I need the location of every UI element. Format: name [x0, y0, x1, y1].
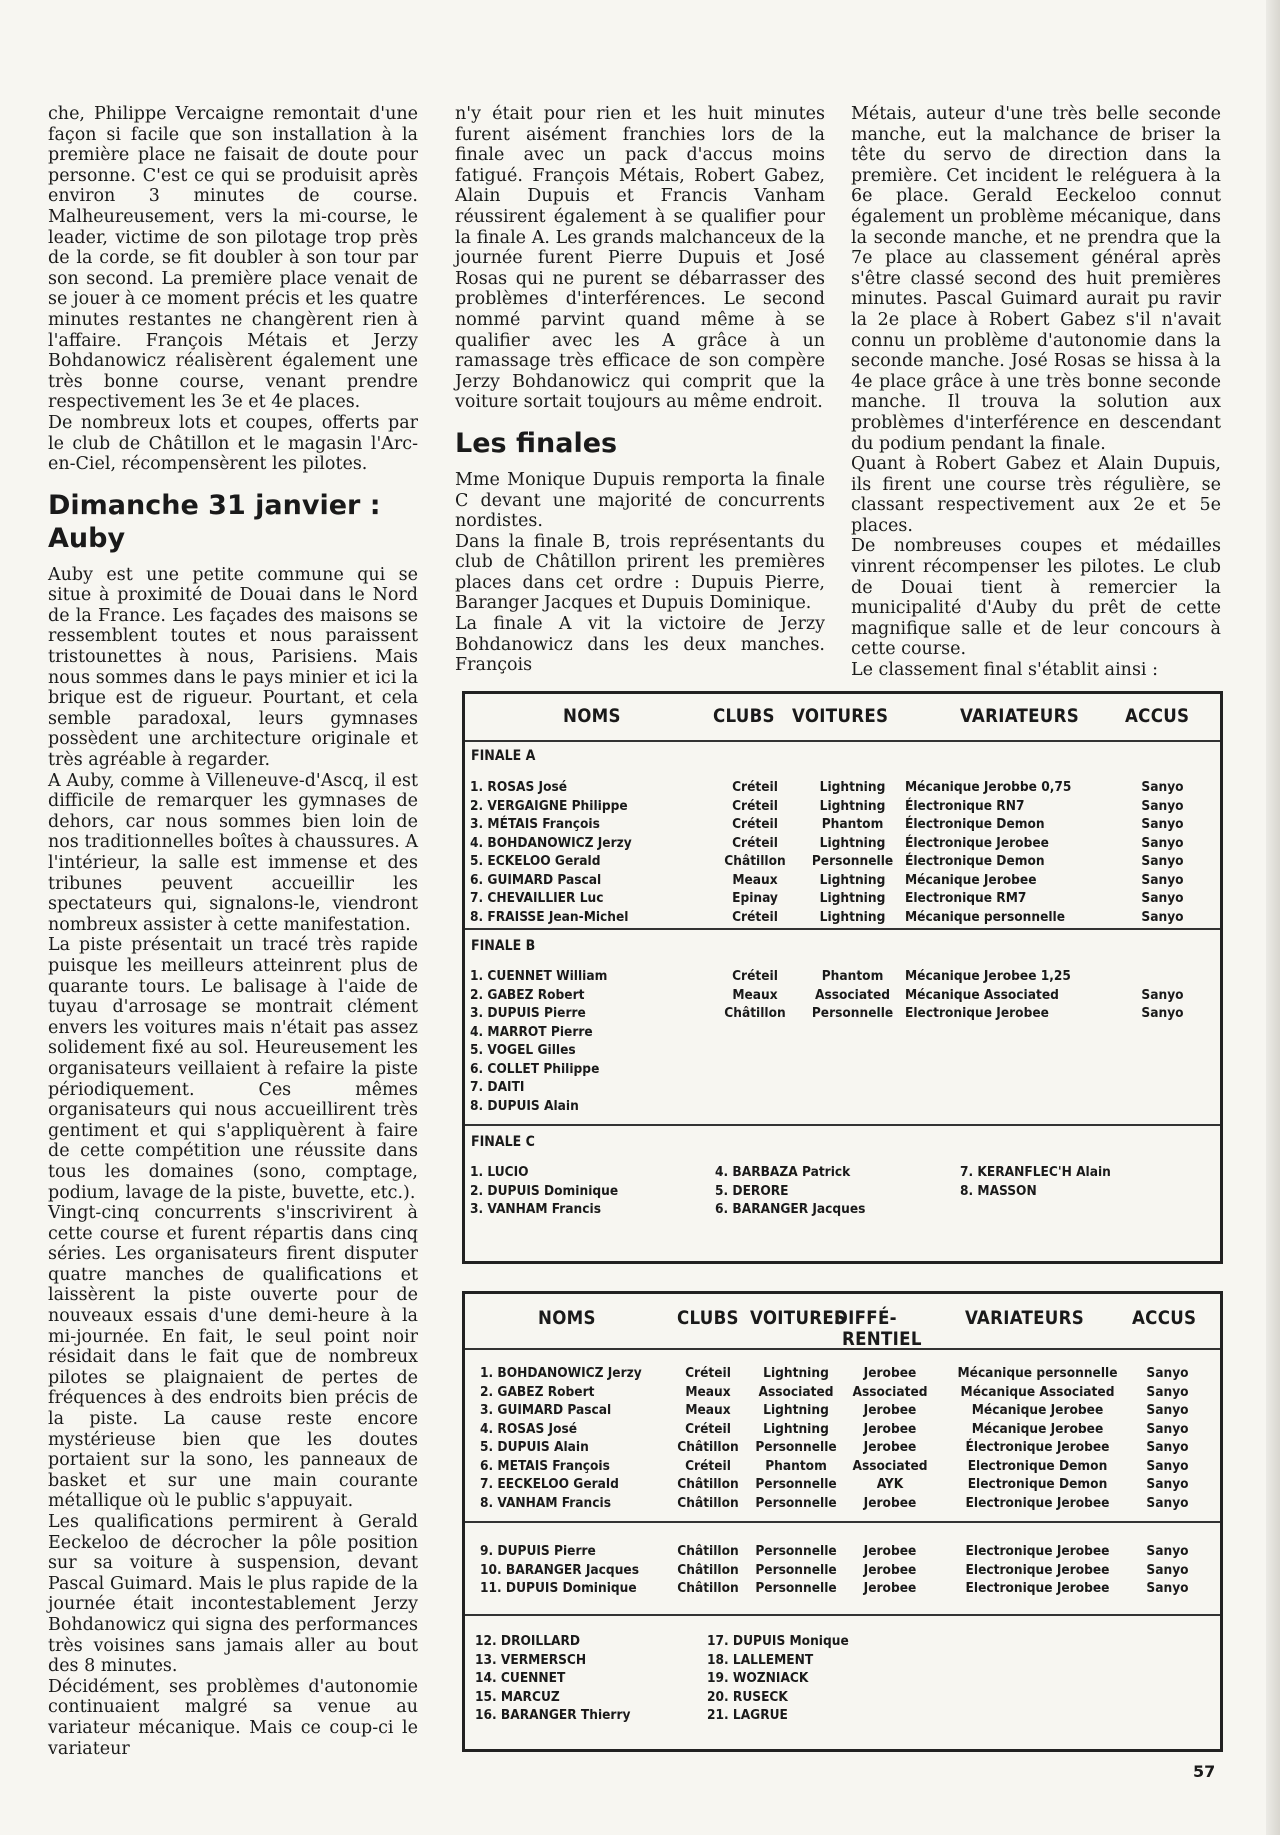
- cell-name: 2. GABEZ Robert: [470, 986, 585, 1003]
- cell-car: Personnelle: [755, 1543, 837, 1559]
- table-row: [465, 816, 1220, 835]
- table-row: [465, 1061, 1220, 1080]
- cell-differentiel: Jerobee: [863, 1580, 917, 1596]
- list-item: 21. LAGRUE: [707, 1707, 788, 1723]
- cell-name: 8. DUPUIS Alain: [470, 1097, 579, 1114]
- cell-accus: Sanyo: [1146, 1383, 1189, 1400]
- cell-differentiel: Jerobee: [863, 1543, 917, 1559]
- table-row: [465, 968, 1220, 987]
- cell-club: Meaux: [685, 1383, 731, 1400]
- cell-car: Personnelle: [755, 1439, 837, 1455]
- page-number: 57: [1193, 1762, 1216, 1781]
- cell-name: 8. FRAISSE Jean-Michel: [470, 908, 629, 925]
- cell-variateur: Electronique Demon: [967, 1457, 1108, 1474]
- cell-car: Phantom: [765, 1457, 827, 1474]
- cell-name: 3. DUPUIS Pierre: [470, 1005, 586, 1021]
- cell-variateur: Electronique Jerobee: [965, 1561, 1110, 1578]
- cell-club: Châtillon: [724, 1005, 786, 1021]
- cell-club: Meaux: [732, 871, 778, 888]
- paragraph: Mme Monique Dupuis remporta la finale C devant une majorité de concurrents nordistes.: [455, 469, 825, 532]
- table-row: [465, 1580, 1220, 1599]
- cell-variateur: Mécanique Associated: [905, 986, 1059, 1003]
- cell-car: Lightning: [763, 1420, 829, 1437]
- text-column-3: [851, 104, 1221, 681]
- table-row: [465, 1079, 1220, 1098]
- cell-accus: Sanyo: [1146, 1561, 1189, 1578]
- finale-b-title: FINALE B: [471, 938, 536, 954]
- list-item: 20. RUSECK: [707, 1688, 788, 1705]
- cell-name: 4. BOHDANOWICZ Jerzy: [470, 834, 632, 851]
- cell-differentiel: AYK: [876, 1476, 904, 1492]
- table-row: [465, 1098, 1220, 1117]
- table-header: [465, 694, 1220, 742]
- cell-variateur: Electronique Jerobee: [905, 1005, 1049, 1021]
- cell-accus: Sanyo: [1141, 834, 1184, 851]
- list-item: 16. BARANGER Thierry: [475, 1707, 631, 1723]
- table-row: [465, 1005, 1220, 1024]
- header-variateurs: VARIATEURS: [965, 1308, 1085, 1329]
- cell-car: Lightning: [763, 1402, 829, 1418]
- finale-c-title: FINALE C: [471, 1134, 535, 1150]
- cell-club: Châtillon: [677, 1439, 739, 1455]
- cell-differentiel: Jerobee: [863, 1420, 917, 1437]
- cell-club: Créteil: [732, 968, 778, 984]
- table-row: [465, 1402, 1220, 1421]
- header-noms: NOMS: [538, 1308, 596, 1329]
- list-item: 18. LALLEMENT: [707, 1651, 814, 1668]
- paragraph: n'y était pour rien et les huit minutes furent aisément franchies lors de la finale avec un pack d'accus moins fatigué. François Métais, Robert Gabez, Alain Dupuis et Francis Vanham réussirent également à se qualifier pour la finale A. Les grands malchanceux de la journée furent Pierre Dupuis et José Rosas qui ne purent se débarrasser des problèmes d'interférences. Le second nommé parvint quand même à se qualifier avec les A grâce à un ramassage très efficace de son compère Jerzy Bohdanowicz qui comprit que la voiture sortait toujours au même endroit.: [455, 104, 825, 413]
- cell-car: Lightning: [819, 890, 886, 906]
- paragraph: La piste présentait un tracé très rapide puisque les meilleurs atteinrent plus de quarante tours. Le balisage à l'aide de tuyau d'arrosage se montrait clément envers les voitures mais n'était pas assez solidement fixé au sol. Heureusement les organisateurs veillaient à refaire la piste périodiquement. Ces mêmes organisateurs qui nous accueillirent très gentiment et qui s'appliquèrent à faire de cette compétition une réussite dans tous les domaines (sono, comptage, podium, lavage de la piste, buvette, etc.).: [48, 935, 418, 1203]
- cell-club: Châtillon: [677, 1561, 739, 1578]
- paragraph: Dans la finale B, trois représentants du club de Châtillon prirent les premières places dans cet ordre : Dupuis Pierre, Baranger Jacques et Dupuis Dominique.: [455, 531, 825, 614]
- finale-a-title: FINALE A: [471, 748, 536, 764]
- section-heading-auby: Dimanche 31 janvier : Auby: [48, 489, 381, 554]
- cell-variateur: Mécanique Jerobbe 0,75: [905, 779, 1072, 795]
- cell-club: Créteil: [732, 908, 778, 925]
- cell-club: Créteil: [732, 834, 778, 851]
- table-row: [465, 835, 1220, 854]
- table-row: [465, 1365, 1220, 1384]
- list-item: 14. CUENNET: [475, 1670, 566, 1686]
- cell-club: Châtillon: [677, 1494, 739, 1511]
- paragraph: A Auby, comme à Villeneuve-d'Ascq, il est difficile de remarquer les gymnases de dehors, car nous sommes bien loin de nos traditionnelles boîtes à chaussures. A l'intérieur, la salle est immense et des tribunes peuvent accueillir les spectateurs qui, signalons-le, viendront nombreux assister à cette manifestation.: [48, 770, 418, 935]
- cell-accus: Sanyo: [1141, 797, 1184, 814]
- cell-club: Créteil: [732, 779, 778, 795]
- cell-club: Châtillon: [677, 1476, 739, 1492]
- paragraph: Décidément, ses problèmes d'autonomie continuaient malgré sa venue au variateur mécanique. Mais ce coup-ci le variateur: [48, 1676, 418, 1759]
- header-voitures: VOITURES: [792, 706, 889, 727]
- paragraph: Vingt-cinq concurrents s'inscrivirent à cette course et furent répartis dans cinq séries. Les organisateurs firent disputer quatre manches de qualifications et laissèrent la piste ouverte pour de nouveaux essais d'une demi-heure à la mi-journée. En fait, le seul point noir résidait dans le fait que de nombreux pilotes se plaignaient de pertes de fréquences à des endroits bien précis de la piste. La cause reste encore mystérieuse bien que les doutes portaient sur la sono, les panneaux de basket et sur une main courante métallique où le public s'appuyait.: [48, 1203, 418, 1512]
- cell-name: 4. ROSAS José: [480, 1420, 578, 1437]
- header-clubs: CLUBS: [713, 706, 775, 727]
- cell-variateur: Mécanique Jerobee 1,25: [905, 968, 1071, 984]
- cell-differentiel: Jerobee: [863, 1402, 917, 1418]
- finals-results-table: [462, 691, 1223, 1264]
- cell-name: 7. DAITI: [470, 1079, 525, 1095]
- table-row: [465, 1384, 1220, 1403]
- paragraph: Métais, auteur d'une très belle seconde manche, eut la malchance de briser la tête du servo de direction dans la première. Cet incident le reléguera à la 6e place. Gerald Eeckeloo connut également un problème mécanique, dans la seconde manche, et ne prendra que la 7e place au classement général après s'être classé second des huit premières minutes. Pascal Guimard aurait pu ravir la 2e place à Robert Gabez s'il n'avait connu un problème d'autonomie dans la seconde manche. José Rosas se hissa à la 4e place grâce à une très bonne seconde manche. Il trouva la solution aux problèmes d'interférence en descendant du podium pendant la finale.: [851, 104, 1221, 454]
- cell-name: 4. MARROT Pierre: [470, 1023, 593, 1040]
- cell-variateur: Electronique Jerobee: [965, 1543, 1110, 1559]
- cell-accus: Sanyo: [1146, 1580, 1189, 1596]
- cell-car: Personnelle: [811, 853, 894, 869]
- cell-name: 1. CUENNET William: [470, 968, 608, 984]
- final-classification-table: [462, 1291, 1223, 1752]
- cell-variateur: Électronique Jerobee: [965, 1439, 1110, 1455]
- cell-variateur: Mécanique personnelle: [905, 908, 1066, 925]
- header-noms: NOMS: [563, 706, 621, 727]
- header-voitures: VOITURES: [750, 1308, 847, 1329]
- table-header: [465, 1294, 1220, 1350]
- table-row: [465, 909, 1220, 928]
- list-item: 4. BARBAZA Patrick: [715, 1164, 851, 1180]
- cell-car: Lightning: [819, 908, 886, 925]
- cell-accus: Sanyo: [1146, 1476, 1189, 1492]
- cell-variateur: Mécanique Associated: [960, 1383, 1115, 1400]
- cell-accus: Sanyo: [1141, 908, 1184, 925]
- list-item: 2. DUPUIS Dominique: [470, 1182, 619, 1199]
- cell-accus: Sanyo: [1141, 871, 1184, 888]
- cell-name: 5. VOGEL Gilles: [470, 1042, 576, 1058]
- cell-variateur: Mécanique personnelle: [957, 1365, 1118, 1381]
- text-column-1: [48, 104, 418, 1759]
- list-item: 12. DROILLARD: [475, 1633, 581, 1649]
- table-row: [465, 1458, 1220, 1477]
- table-row: [465, 890, 1220, 909]
- cell-name: 6. GUIMARD Pascal: [470, 871, 602, 888]
- cell-car: Lightning: [819, 871, 886, 888]
- cell-accus: Sanyo: [1141, 779, 1184, 795]
- cell-variateur: Electronique Demon: [967, 1476, 1108, 1492]
- cell-differentiel: Associated: [852, 1383, 928, 1400]
- list-item: 8. MASSON: [960, 1182, 1037, 1199]
- cell-differentiel: Jerobee: [863, 1561, 917, 1578]
- cell-name: 11. DUPUIS Dominique: [480, 1580, 637, 1596]
- table-row: [465, 1024, 1220, 1043]
- cell-car: Associated: [814, 986, 891, 1003]
- finale-b-section: [465, 928, 1220, 1126]
- list-item: 7. KERANFLEC'H Alain: [960, 1164, 1111, 1180]
- cell-name: 7. CHEVAILLIER Luc: [470, 890, 604, 906]
- table-row: [465, 987, 1220, 1006]
- list-item: 13. VERMERSCH: [475, 1651, 587, 1668]
- cell-car: Lightning: [819, 779, 886, 795]
- paragraph: Le classement final s'établit ainsi :: [851, 660, 1158, 681]
- paragraph: Quant à Robert Gabez et Alain Dupuis, ils firent une course très régulière, se classant respectivement aux 2e et 5e places.: [851, 454, 1221, 536]
- cell-accus: Sanyo: [1146, 1365, 1189, 1381]
- header-differentiel-1: DIFFÉ-: [834, 1308, 897, 1329]
- cell-name: 6. COLLET Philippe: [470, 1060, 600, 1077]
- cell-accus: Sanyo: [1146, 1457, 1189, 1474]
- cell-club: Meaux: [685, 1402, 731, 1418]
- cell-club: Châtillon: [677, 1543, 739, 1559]
- cell-variateur: Electronique Jerobee: [965, 1580, 1110, 1596]
- cell-name: 1. ROSAS José: [470, 779, 568, 795]
- table-row: [465, 779, 1220, 798]
- paragraph: che, Philippe Vercaigne remontait d'une façon si facile que son installation à la première place ne faisait de doute pour personne. C'est ce qui se produisit après environ 3 minutes de course. Malheureusement, vers la mi-course, le leader, victime de son pilotage trop près de la corde, se fit doubler à son tour par son second. La première place venait de se jouer à ce moment précis et les quatre minutes restantes ne changèrent rien à l'affaire. François Métais et Jerzy Bohdanowicz réalisèrent également une très bonne course, venant prendre respectivement les 3e et 4e places.: [48, 104, 418, 413]
- cell-name: 8. VANHAM Francis: [480, 1494, 611, 1511]
- cell-accus: Sanyo: [1141, 986, 1184, 1003]
- cell-car: Lightning: [763, 1365, 829, 1381]
- cell-variateur: Électronique Jerobee: [905, 834, 1049, 851]
- classification-group-3: [465, 1614, 1220, 1748]
- cell-car: Personnelle: [811, 1005, 894, 1021]
- table-row: [465, 1042, 1220, 1061]
- cell-accus: Sanyo: [1141, 816, 1184, 832]
- cell-accus: Sanyo: [1146, 1543, 1189, 1559]
- cell-variateur: Électronique Demon: [905, 853, 1045, 869]
- cell-differentiel: Jerobee: [863, 1494, 917, 1511]
- table-row: [465, 1439, 1220, 1458]
- cell-accus: Sanyo: [1141, 853, 1184, 869]
- header-accus: ACCUS: [1125, 706, 1190, 727]
- header-accus: ACCUS: [1132, 1308, 1197, 1329]
- cell-accus: Sanyo: [1141, 890, 1184, 906]
- cell-car: Personnelle: [755, 1494, 837, 1511]
- list-item: 5. DERORE: [715, 1182, 789, 1199]
- cell-club: Epinay: [732, 890, 778, 906]
- section-heading-finales: Les finales: [455, 427, 618, 459]
- paragraph: La finale A vit la victoire de Jerzy Bohdanowicz dans les deux manches. François: [455, 614, 825, 676]
- cell-car: Lightning: [819, 797, 886, 814]
- header-clubs: CLUBS: [677, 1308, 739, 1329]
- list-item: 6. BARANGER Jacques: [715, 1201, 866, 1217]
- list-item: 19. WOZNIACK: [707, 1670, 809, 1686]
- list-item: 1. LUCIO: [470, 1164, 529, 1180]
- cell-name: 10. BARANGER Jacques: [480, 1561, 639, 1578]
- cell-accus: Sanyo: [1146, 1494, 1189, 1511]
- cell-variateur: Électronique Demon: [905, 816, 1045, 832]
- list-item: 17. DUPUIS Monique: [707, 1633, 849, 1649]
- cell-accus: Sanyo: [1146, 1420, 1189, 1437]
- cell-name: 5. DUPUIS Alain: [480, 1439, 589, 1455]
- cell-name: 3. MÉTAIS François: [470, 816, 600, 832]
- table-row: [465, 853, 1220, 872]
- cell-variateur: Mécanique Jerobee: [971, 1402, 1104, 1418]
- cell-car: Lightning: [819, 834, 886, 851]
- cell-accus: Sanyo: [1146, 1402, 1189, 1418]
- cell-variateur: Électronique RN7: [905, 797, 1025, 814]
- cell-club: Créteil: [685, 1420, 731, 1437]
- cell-club: Châtillon: [677, 1580, 739, 1596]
- table-row: [465, 1562, 1220, 1581]
- table-row: [465, 1421, 1220, 1440]
- finale-c-section: [465, 1124, 1220, 1263]
- cell-differentiel: Jerobee: [863, 1365, 917, 1381]
- cell-car: Personnelle: [755, 1476, 837, 1492]
- cell-name: 7. EECKELOO Gerald: [480, 1476, 619, 1492]
- header-variateurs: VARIATEURS: [960, 706, 1080, 727]
- cell-variateur: Electronique RM7: [905, 890, 1027, 906]
- cell-name: 1. BOHDANOWICZ Jerzy: [480, 1365, 642, 1381]
- cell-name: 9. DUPUIS Pierre: [480, 1543, 596, 1559]
- text-column-2: [455, 104, 825, 676]
- cell-differentiel: Associated: [852, 1457, 928, 1474]
- paragraph: Les qualifications permirent à Gerald Eeckeloo de décrocher la pôle position sur sa voiture à suspension, devant Pascal Guimard. Mais le plus rapide de la journée était incontestablement Jerzy Bohdanowicz qui signa des performances très voisines sans jamais aller au bout des 8 minutes.: [48, 1512, 418, 1677]
- paragraph: De nombreuses coupes et médailles vinrent récompenser les pilotes. Le club de Douai tient à remercier la municipalité d'Auby du prêt de cette magnifique salle et de leur concours à cette course.: [851, 536, 1221, 660]
- table-row: [465, 872, 1220, 891]
- header-differentiel-2: RENTIEL: [842, 1329, 922, 1350]
- cell-name: 5. ECKELOO Gerald: [470, 853, 601, 869]
- cell-variateur: Mécanique Jerobee: [971, 1420, 1104, 1437]
- paragraph: Auby est une petite commune qui se situe à proximité de Douai dans le Nord de la France. Les façades des maisons se ressemblent toutes et nous paraissent tristounettes à nous, Parisiens. Mais nous sommes dans le pays minier et ici la brique est de rigueur. Pourtant, et cela semble paradoxal, leurs gymnases possèdent une architecture originale et très agréable à regarder.: [48, 564, 418, 771]
- page-binding-edge: [1266, 0, 1280, 1835]
- cell-car: Associated: [758, 1383, 834, 1400]
- cell-car: Phantom: [821, 968, 884, 984]
- table-row: [465, 1495, 1220, 1514]
- cell-name: 6. METAIS François: [480, 1457, 610, 1474]
- table-row: [465, 798, 1220, 817]
- classification-group-2: [465, 1521, 1220, 1616]
- cell-accus: Sanyo: [1146, 1439, 1189, 1455]
- table-row: [465, 1476, 1220, 1495]
- cell-club: Créteil: [732, 797, 778, 814]
- cell-club: Créteil: [732, 816, 778, 832]
- cell-club: Meaux: [732, 986, 778, 1003]
- cell-accus: Sanyo: [1141, 1005, 1184, 1021]
- cell-differentiel: Jerobee: [863, 1439, 917, 1455]
- cell-club: Châtillon: [724, 853, 786, 869]
- cell-car: Personnelle: [755, 1561, 837, 1578]
- list-item: 15. MARCUZ: [475, 1688, 560, 1705]
- cell-name: 2. GABEZ Robert: [480, 1383, 595, 1400]
- cell-club: Créteil: [685, 1457, 731, 1474]
- list-item: 3. VANHAM Francis: [470, 1201, 601, 1217]
- cell-variateur: Electronique Jerobee: [965, 1494, 1110, 1511]
- cell-car: Personnelle: [755, 1580, 837, 1596]
- classification-group-1: [465, 1349, 1220, 1521]
- cell-name: 3. GUIMARD Pascal: [480, 1402, 612, 1418]
- table-row: [465, 1543, 1220, 1562]
- finale-a-section: [465, 740, 1220, 928]
- paragraph: De nombreux lots et coupes, offerts par le club de Châtillon et le magasin l'Arc-en-Ciel, récompensèrent les pilotes.: [48, 412, 418, 475]
- cell-name: 2. VERGAIGNE Philippe: [470, 797, 628, 814]
- cell-car: Phantom: [821, 816, 884, 832]
- cell-variateur: Mécanique Jerobee: [905, 871, 1037, 888]
- cell-club: Créteil: [685, 1365, 731, 1381]
